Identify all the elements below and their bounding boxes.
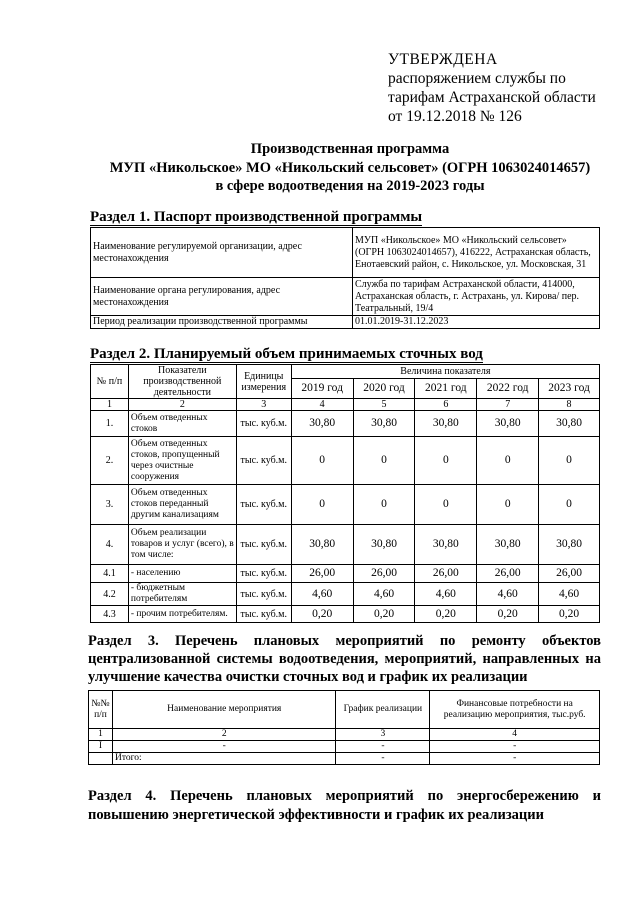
row-num: 4. xyxy=(91,525,129,565)
row-value: 26,00 xyxy=(539,565,600,583)
row-value: 0,20 xyxy=(477,606,539,623)
table-header-row xyxy=(89,691,600,729)
col-number: 4 xyxy=(430,729,600,741)
document-title xyxy=(0,140,640,196)
row-value: 30,80 xyxy=(291,411,353,437)
row-value: 0 xyxy=(353,485,415,525)
total-finance: - xyxy=(430,753,600,765)
col-number: 8 xyxy=(539,399,600,411)
table-row xyxy=(91,316,600,329)
row-unit: тыс. куб.м. xyxy=(236,437,291,485)
table-row xyxy=(91,437,600,485)
col-number-row xyxy=(89,729,600,741)
row-value: 30,80 xyxy=(477,411,539,437)
col-number: 1 xyxy=(91,399,129,411)
section1-heading: Раздел 1. Паспорт производственной программы xyxy=(90,209,423,225)
col-number: 4 xyxy=(291,399,353,411)
row-unit: тыс. куб.м. xyxy=(236,583,291,606)
year-header: 2022 год xyxy=(477,379,539,399)
passport-label: Период реализации производственной программы xyxy=(91,316,353,329)
row-value: 0 xyxy=(291,437,353,485)
row-num: 1. xyxy=(91,411,129,437)
row-unit: тыс. куб.м. xyxy=(236,411,291,437)
col-number: 3 xyxy=(236,399,291,411)
row-indicator: - бюджетным потребителям xyxy=(128,583,236,606)
row-value: 30,80 xyxy=(415,411,477,437)
row-indicator: Объем отведенных стоков переданный другим канализациям xyxy=(128,485,236,525)
row-value: 26,00 xyxy=(291,565,353,583)
year-header: 2021 год xyxy=(415,379,477,399)
row-indicator: Объем реализации товаров и услуг (всего), в том числе: xyxy=(128,525,236,565)
row-num xyxy=(89,753,113,765)
col-schedule-header: График реализации xyxy=(336,691,430,729)
table-row xyxy=(91,565,600,583)
row-indicator: - населению xyxy=(128,565,236,583)
row-value: 0 xyxy=(539,437,600,485)
row-indicator: - прочим потребителям. xyxy=(128,606,236,623)
row-num: 4.1 xyxy=(91,565,129,583)
total-label: Итого: xyxy=(112,753,336,765)
col-number: 1 xyxy=(89,729,113,741)
passport-value: МУП «Никольское» МО «Никольский сельсовет» (ОГРН 1063024014657), 416222, Астраханская область, Енотаевский район, с. Никольское, ул. Московская, 31 xyxy=(353,228,600,278)
row-unit: тыс. куб.м. xyxy=(236,606,291,623)
total-schedule: - xyxy=(336,753,430,765)
col-number: 2 xyxy=(128,399,236,411)
approval-line: тарифам Астраханской области xyxy=(388,89,596,106)
row-num: 3. xyxy=(91,485,129,525)
passport-label: Наименование органа регулирования, адрес местонахождения xyxy=(91,278,353,316)
row-value: 26,00 xyxy=(477,565,539,583)
col-num-header: №№ п/п xyxy=(89,691,113,729)
col-values-group-header: Величина показателя xyxy=(291,365,599,379)
row-value: 26,00 xyxy=(415,565,477,583)
row-value: 0 xyxy=(353,437,415,485)
approval-heading: УТВЕРЖДЕНА xyxy=(388,51,498,68)
row-value: 0,20 xyxy=(415,606,477,623)
passport-label: Наименование регулируемой организации, адрес местонахождения xyxy=(91,228,353,278)
title-line: МУП «Никольское» МО «Никольский сельсовет» (ОГРН 1063024014657) xyxy=(109,159,591,176)
col-number-row xyxy=(91,399,600,411)
row-value: 0,20 xyxy=(539,606,600,623)
row-unit: тыс. куб.м. xyxy=(236,485,291,525)
row-value: 0 xyxy=(477,437,539,485)
col-number: 2 xyxy=(112,729,336,741)
passport-table xyxy=(90,227,600,329)
year-header: 2020 год xyxy=(353,379,415,399)
table-row xyxy=(91,228,600,278)
row-value: 30,80 xyxy=(353,411,415,437)
volume-table xyxy=(90,364,600,623)
row-value: 30,80 xyxy=(415,525,477,565)
section4-heading: Раздел 4. Перечень плановых мероприятий по энергосбережению и повышению энергетической эффективности и график их реализации xyxy=(88,788,601,823)
row-value: 30,80 xyxy=(291,525,353,565)
row-value: 0 xyxy=(477,485,539,525)
row-value: 4,60 xyxy=(477,583,539,606)
col-number: 3 xyxy=(336,729,430,741)
row-indicator: Объем отведенных стоков, пропущенный через очистные сооружения xyxy=(128,437,236,485)
approval-line: распоряжением службы по xyxy=(388,70,566,87)
approval-block xyxy=(388,50,628,126)
row-unit: тыс. куб.м. xyxy=(236,525,291,565)
row-indicator: Объем отведенных стоков xyxy=(128,411,236,437)
title-line: в сфере водоотведения на 2019-2023 годы xyxy=(215,178,485,194)
year-header: 2023 год xyxy=(539,379,600,399)
row-finance: - xyxy=(430,741,600,753)
row-value: 30,80 xyxy=(477,525,539,565)
row-value: 0,20 xyxy=(353,606,415,623)
col-unit-header: Единицы измерения xyxy=(236,365,291,399)
row-num: 2. xyxy=(91,437,129,485)
repair-measures-table xyxy=(88,690,600,765)
col-number: 6 xyxy=(415,399,477,411)
passport-value: Служба по тарифам Астраханской области, 414000, Астраханская область, г. Астрахань, ул. Кирова/ пер. Театральный, 19/4 xyxy=(353,278,600,316)
table-row xyxy=(91,606,600,623)
col-name-header: Наименование мероприятия xyxy=(112,691,336,729)
row-value: 30,80 xyxy=(539,411,600,437)
section3-heading: Раздел 3. Перечень плановых мероприятий по ремонту объектов централизованной системы водоотведения, мероприятий, направленных на улучшение качества очистки сточных вод и график их реализации xyxy=(88,633,601,685)
year-header: 2019 год xyxy=(291,379,353,399)
row-value: 4,60 xyxy=(415,583,477,606)
row-value: 30,80 xyxy=(353,525,415,565)
row-value: 0 xyxy=(415,485,477,525)
row-unit: тыс. куб.м. xyxy=(236,565,291,583)
table-row xyxy=(91,485,600,525)
row-num: 4.2 xyxy=(91,583,129,606)
row-value: 30,80 xyxy=(539,525,600,565)
row-name: - xyxy=(112,741,336,753)
row-value: 4,60 xyxy=(539,583,600,606)
approval-date: от 19.12.2018 № 126 xyxy=(388,108,522,125)
row-value: 0 xyxy=(539,485,600,525)
col-finance-header: Финансовые потребности на реализацию мероприятия, тыс.руб. xyxy=(430,691,600,729)
col-number: 7 xyxy=(477,399,539,411)
row-value: 0 xyxy=(415,437,477,485)
row-value: 4,60 xyxy=(353,583,415,606)
table-header-row xyxy=(91,365,600,379)
col-indicator-header: Показатели производственной деятельности xyxy=(128,365,236,399)
table-row xyxy=(89,741,600,753)
table-row xyxy=(91,525,600,565)
row-value: 4,60 xyxy=(291,583,353,606)
col-number: 5 xyxy=(353,399,415,411)
passport-value: 01.01.2019-31.12.2023 xyxy=(353,316,600,329)
row-value: 26,00 xyxy=(353,565,415,583)
table-row xyxy=(91,278,600,316)
table-total-row xyxy=(89,753,600,765)
section2-heading: Раздел 2. Планируемый объем принимаемых сточных вод xyxy=(90,346,483,362)
row-value: 0,20 xyxy=(291,606,353,623)
row-num: I xyxy=(89,741,113,753)
table-row xyxy=(91,411,600,437)
row-schedule: - xyxy=(336,741,430,753)
title-line: Производственная программа xyxy=(250,141,450,157)
col-num-header: № п/п xyxy=(91,365,129,399)
row-num: 4.3 xyxy=(91,606,129,623)
table-row xyxy=(91,583,600,606)
row-value: 0 xyxy=(291,485,353,525)
